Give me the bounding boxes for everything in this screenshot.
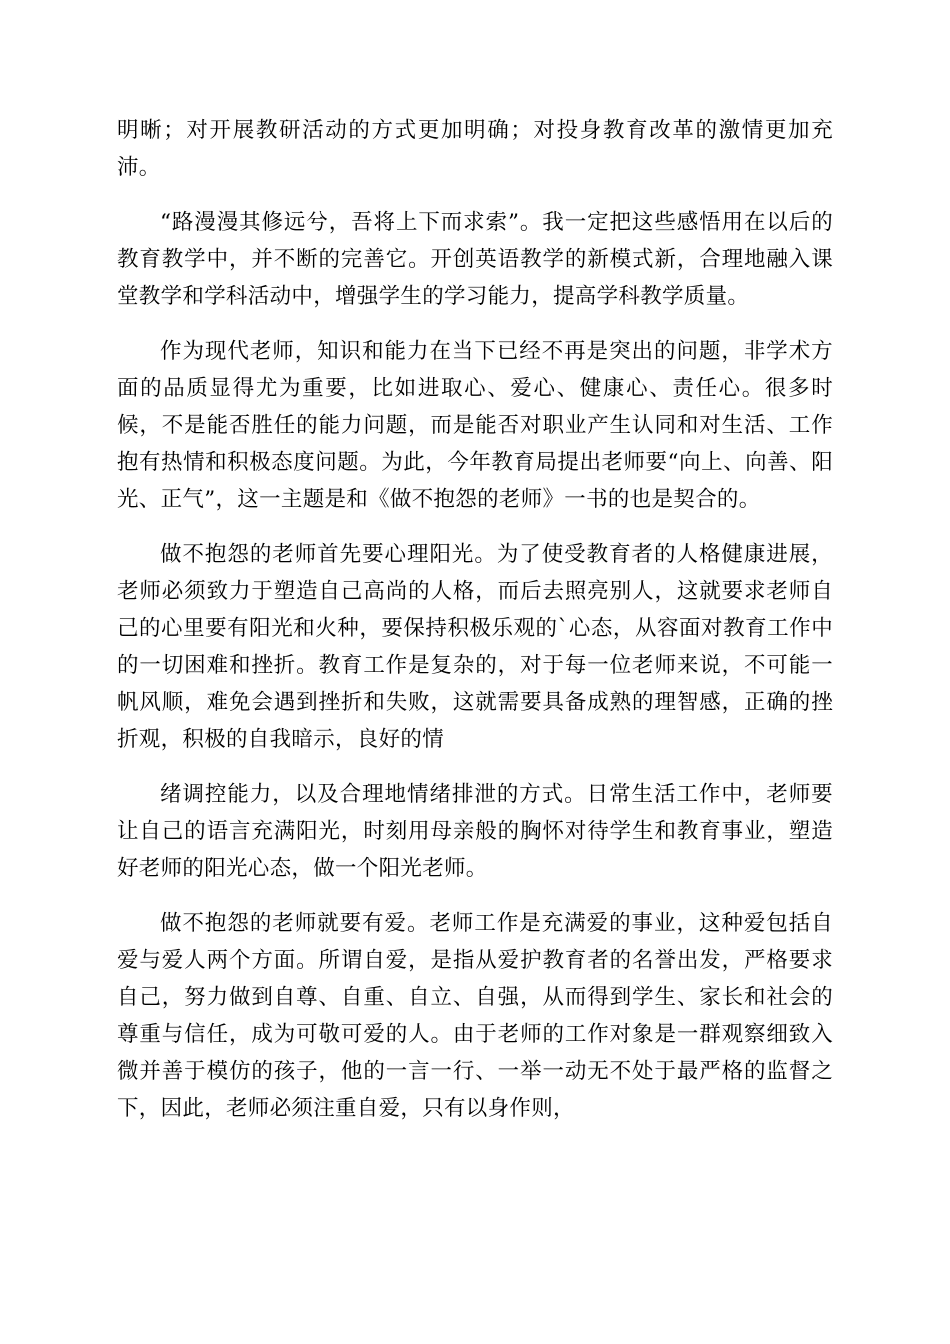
paragraph-1: 明晰；对开展教研活动的方式更加明确；对投身教育改革的激情更加充沛。 [117, 118, 833, 180]
document-page [117, 112, 833, 1145]
paragraph-5: 绪调控能力，以及合理地情绪排泄的方式。日常生活工作中，老师要让自己的语言充满阳光，时刻用母亲般的胸怀对待学生和教育事业，塑造好老师的阳光心态，做一个阳光老师。 [117, 782, 833, 881]
paragraph-4: 做不抱怨的老师首先要心理阳光。为了使受教育者的人格健康进展，老师必须致力于塑造自己高尚的人格，而后去照亮别人，这就要求老师自己的心里要有阳光和火种，要保持积极乐观的`心态，从容面对教育工作中的一切困难和挫折。教育工作是复杂的，对于每一位老师来说，不可能一帆风顺，难免会遇到挫折和失败，这就需要具备成熟的理智感，正确的挫折观，积极的自我暗示，良好的情 [117, 542, 833, 752]
paragraph-3: 作为现代老师，知识和能力在当下已经不再是突出的问题，非学术方面的品质显得尤为重要，比如进取心、爱心、健康心、责任心。很多时候，不是能否胜任的能力问题，而是能否对职业产生认同和对生活、工作抱有热情和积极态度问题。为此，今年教育局提出老师要“向上、向善、阳光、正气”，这一主题是和《做不抱怨的老师》一书的也是契合的。 [117, 339, 833, 512]
paragraph-6: 做不抱怨的老师就要有爱。老师工作是充满爱的事业，这种爱包括自爱与爱人两个方面。所谓自爱，是指从爱护教育者的名誉出发，严格要求自己，努力做到自尊、自重、自立、自强，从而得到学生、家长和社会的尊重与信任，成为可敬可爱的人。由于老师的工作对象是一群观察细致入微并善于模仿的孩子，他的一言一行、一举一动无不处于最严格的监督之下，因此，老师必须注重自爱，只有以身作则， [117, 911, 833, 1121]
paragraph-2: “路漫漫其修远兮，吾将上下而求索”。我一定把这些感悟用在以后的教育教学中，并不断的完善它。开创英语教学的新模式新，合理地融入课堂教学和学科活动中，增强学生的学习能力，提高学科教学质量。 [117, 210, 833, 309]
